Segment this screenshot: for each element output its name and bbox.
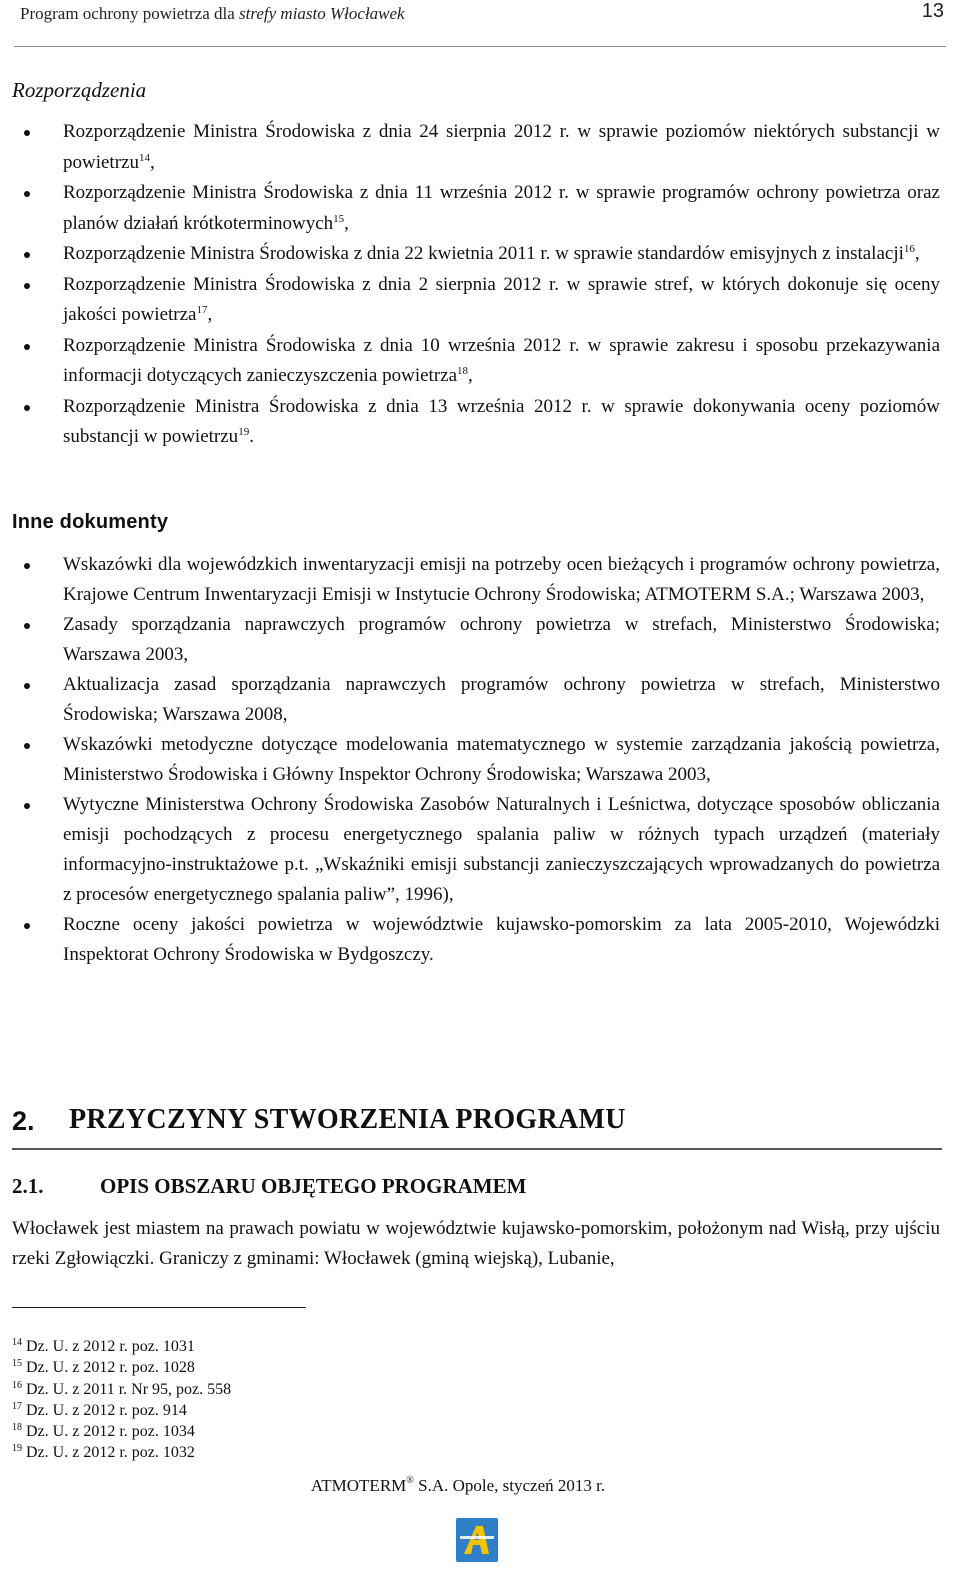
- regulation-item: [12, 239, 940, 270]
- regulation-item: [12, 178, 940, 239]
- regulation-text: Rozporządzenie Ministra Środowiska z dnia 2 sierpnia 2012 r. w sprawie stref, w których dokonuje się oceny jakości powietrza: [63, 273, 940, 325]
- footnote: [12, 1379, 231, 1400]
- footnote-ref[interactable]: 19: [238, 426, 250, 438]
- regulation-item: [12, 270, 940, 331]
- regulation-item: [12, 392, 940, 453]
- page-number: 13: [921, 0, 944, 22]
- footnote-ref[interactable]: 15: [333, 212, 345, 225]
- chapter-heading: [12, 1098, 942, 1150]
- footnote-separator: [12, 1307, 306, 1308]
- item-punctuation: ,: [149, 151, 155, 173]
- other-docs-list: [12, 550, 940, 970]
- page-footer: ATMOTERM® S.A. Opole, styczeń 2013 r.: [310, 1475, 606, 1495]
- footnote: [12, 1400, 231, 1421]
- regulation-text: Rozporządzenie Ministra Środowiska z dnia 22 kwietnia 2011 r. w sprawie standardów emisyjnych z instalacji: [63, 243, 904, 264]
- footnote-text: Dz. U. z 2012 r. poz. 1028: [22, 1359, 195, 1377]
- footnote: [12, 1421, 231, 1442]
- atmoterm-logo-icon: [456, 1518, 498, 1562]
- regulations-list: [12, 117, 940, 453]
- regulation-text: Rozporządzenie Ministra Środowiska z dnia 11 września 2012 r. w sprawie programów ochrony powietrza oraz planów działań krótkoterminowych: [63, 182, 940, 234]
- document-item: Wytyczne Ministerstwa Ochrony Środowiska Zasobów Naturalnych i Leśnictwa, dotyczące sposobów obliczania emisji pochodzących z procesu energetycznego spalania paliw w różnych typach urządzeń (materiały informacyjno-instruktażowe p.t. „Wskaźniki emisji substancji zanieczyszczających wprowadzanych do powietrza z procesów energetycznego spalania paliw”, 1996),: [12, 790, 940, 910]
- footnote-ref[interactable]: 14: [138, 151, 150, 164]
- body-paragraph: Włocławek jest miastem na prawach powiatu w województwie kujawsko-pomorskim, położonym nad Wisłą, przy ujściu rzeki Zgłowiączki. Graniczy z gminami: Włocławek (gminą wiejską), Lubanie,: [12, 1218, 940, 1269]
- footnotes: [12, 1336, 231, 1464]
- regulation-item: [12, 331, 940, 392]
- page-header: [14, 0, 946, 47]
- footnote-number: 17: [12, 1400, 22, 1412]
- header-title: Program ochrony powietrza dla strefy miasto Włocławek: [20, 4, 405, 23]
- footnote-ref[interactable]: 17: [196, 304, 208, 316]
- footnote-text: Dz. U. z 2012 r. poz. 1034: [22, 1423, 195, 1441]
- document-item: Aktualizacja zasad sporządzania naprawczych programów ochrony powietrza w strefach, Ministerstwo Środowiska; Warszawa 2008,: [12, 670, 940, 730]
- subchapter-number: 2.1.: [12, 1174, 44, 1198]
- footnote-ref[interactable]: 18: [457, 365, 469, 377]
- regulation-text: Rozporządzenie Ministra Środowiska z dnia 10 września 2012 r. w sprawie zakresu i sposobu przekazywania informacji dotyczących zanieczyszczenia powietrza: [63, 334, 940, 386]
- footnote-number: 14: [12, 1337, 22, 1348]
- document-item: Wskazówki dla wojewódzkich inwentaryzacji emisji na potrzeby ocen bieżących i programów ochrony powietrza, Krajowe Centrum Inwentaryzacji Emisji w Instytucie Ochrony Środowiska; ATMOTERM S.A.; Warszawa 2003,: [12, 550, 940, 610]
- chapter-title: PRZYCZYNY STWORZENIA PROGRAMU: [69, 1104, 626, 1135]
- other-docs-heading: Inne dokumenty: [12, 511, 169, 533]
- footnote-number: 15: [12, 1358, 22, 1370]
- footnote-text: Dz. U. z 2012 r. poz. 1031: [22, 1338, 195, 1355]
- chapter-number: 2.: [12, 1106, 35, 1136]
- footnote: [12, 1357, 231, 1378]
- item-punctuation: ,: [344, 212, 349, 234]
- footnote-number: 19: [12, 1443, 22, 1455]
- regulations-heading: Rozporządzenia: [12, 78, 147, 102]
- footnote-text: Dz. U. z 2012 r. poz. 914: [22, 1401, 187, 1419]
- regulation-text: Rozporządzenie Ministra Środowiska z dnia 24 sierpnia 2012 r. w sprawie poziomów niektórych substancji w powietrzu: [63, 121, 940, 173]
- item-punctuation: ,: [207, 304, 213, 325]
- document-item: Zasady sporządzania naprawczych programów ochrony powietrza w strefach, Ministerstwo Środowiska; Warszawa 2003,: [12, 610, 940, 670]
- document-item: Wskazówki metodyczne dotyczące modelowania matematycznego w systemie zarządzania jakością powietrza, Ministerstwo Środowiska i Główny Inspektor Ochrony Środowiska; Warszawa 2003,: [12, 730, 940, 790]
- footnote-text: Dz. U. z 2012 r. poz. 1032: [22, 1444, 195, 1462]
- footnote-number: 18: [12, 1422, 22, 1434]
- document-item: Roczne oceny jakości powietrza w województwie kujawsko-pomorskim za lata 2005-2010, Wojewódzki Inspektorat Ochrony Środowiska w Bydgoszczy.: [12, 910, 940, 970]
- subchapter-title: OPIS OBSZARU OBJĘTEGO PROGRAMEM: [100, 1174, 527, 1198]
- regulation-text: Rozporządzenie Ministra Środowiska z dnia 13 września 2012 r. w sprawie dokonywania oceny poziomów substancji w powietrzu: [63, 395, 940, 447]
- footnote: [12, 1442, 231, 1463]
- item-punctuation: ,: [468, 365, 473, 386]
- item-punctuation: ,: [914, 243, 920, 264]
- footnote-ref[interactable]: 16: [903, 243, 915, 255]
- footnote-text: Dz. U. z 2011 r. Nr 95, poz. 558: [22, 1380, 232, 1398]
- regulation-item: [12, 117, 940, 178]
- footnote-number: 16: [12, 1379, 22, 1391]
- footnote: [12, 1336, 231, 1357]
- item-punctuation: .: [249, 426, 254, 447]
